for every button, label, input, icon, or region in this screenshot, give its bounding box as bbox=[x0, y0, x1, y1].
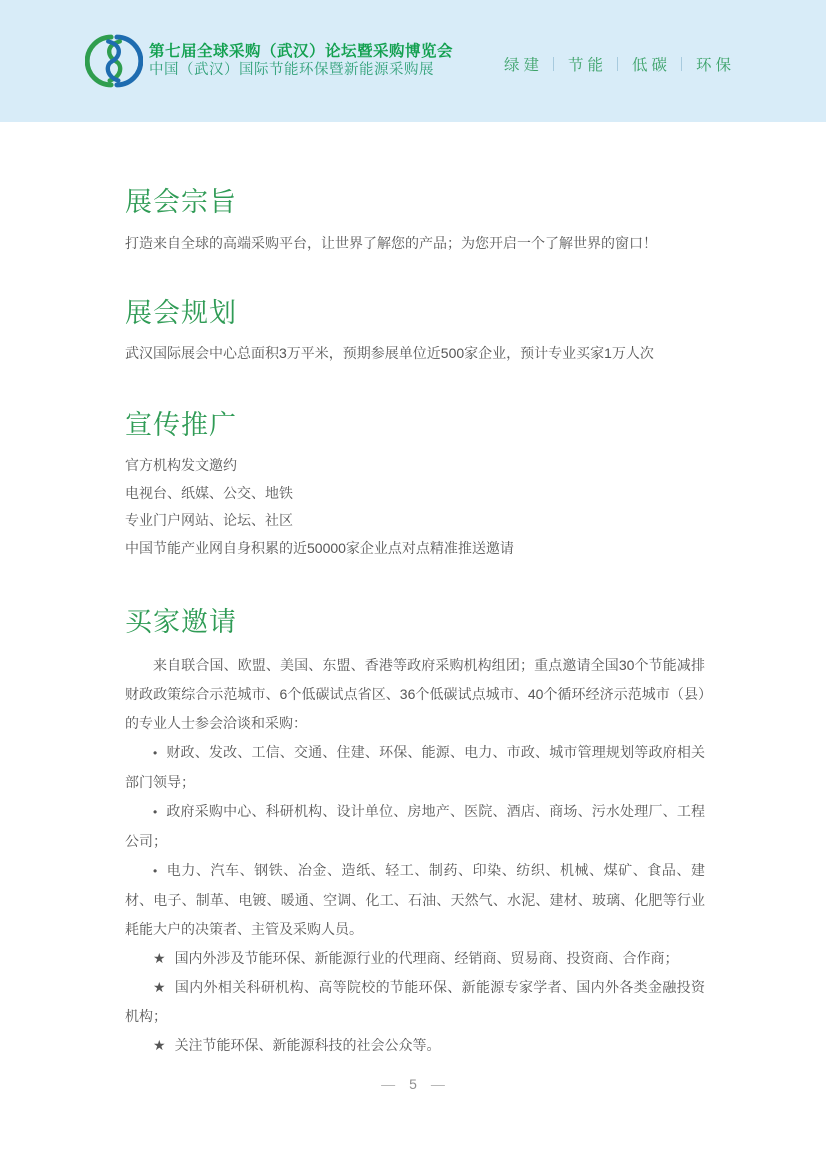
star-bullet-icon: ★ bbox=[153, 978, 166, 995]
buyers-dot-item bbox=[125, 856, 705, 944]
expo-title-line1: 第七届全球采购（武汉）论坛暨采购博览会 bbox=[149, 43, 454, 60]
buyers-star-item-text: 国内外相关科研机构、高等院校的节能环保、新能源专家学者、国内外各类金融投资机构； bbox=[125, 978, 705, 1024]
buyers-star-item-text: 国内外涉及节能环保、新能源行业的代理商、经销商、贸易商、投资商、合作商； bbox=[174, 949, 679, 966]
promotion-line: 官方机构发文邀约 bbox=[125, 457, 237, 473]
purpose-body: 打造来自全球的高端采购平台，让世界了解您的产品；为您开启一个了解世界的窗口！ bbox=[125, 235, 657, 251]
section-expo-plan bbox=[125, 297, 705, 363]
section-heading-purpose: 展会宗旨 bbox=[125, 187, 237, 217]
nav-separator bbox=[553, 57, 554, 71]
section-expo-purpose bbox=[125, 122, 705, 253]
buyers-dot-item bbox=[125, 797, 705, 856]
expo-title-line2: 中国（武汉）国际节能环保暨新能源采购展 bbox=[149, 62, 434, 78]
promotion-line: 电视台、纸媒、公交、地铁 bbox=[125, 484, 293, 501]
nav-item-environmental: 环保 bbox=[695, 57, 735, 74]
page-content bbox=[125, 122, 705, 1060]
nav-item-energy-saving: 节能 bbox=[567, 57, 607, 74]
header-keyword-nav bbox=[504, 53, 735, 75]
footer-left-dash: — bbox=[381, 1076, 396, 1092]
page-header bbox=[0, 0, 826, 122]
plan-body: 武汉国际展会中心总面积3万平米，预期参展单位近500家企业，预计专业买家1万人次 bbox=[125, 345, 654, 361]
promotion-line: 专业门户网站、论坛、社区 bbox=[125, 512, 293, 528]
buyers-star-item bbox=[125, 973, 705, 1031]
star-bullet-icon: ★ bbox=[153, 1036, 166, 1053]
section-heading-plan: 展会规划 bbox=[125, 298, 237, 328]
buyers-star-item bbox=[125, 1031, 705, 1060]
expo-swirl-logo-icon bbox=[85, 32, 143, 90]
promotion-line: 中国节能产业网自身积累的近50000家企业点对点精准推送邀请 bbox=[125, 539, 514, 556]
page-number: 5 bbox=[409, 1076, 417, 1092]
buyers-dot-item bbox=[125, 738, 705, 797]
nav-separator bbox=[681, 57, 682, 71]
buyers-star-item-text: 关注节能环保、新能源科技的社会公众等。 bbox=[174, 1036, 441, 1053]
section-heading-buyers: 买家邀请 bbox=[125, 606, 237, 637]
section-promotion bbox=[125, 409, 705, 556]
star-bullet-icon: ★ bbox=[153, 949, 166, 966]
brand-text bbox=[149, 42, 453, 80]
page-footer bbox=[0, 1076, 826, 1092]
dot-bullet-icon: • bbox=[153, 804, 158, 819]
nav-item-green-building: 绿建 bbox=[503, 57, 543, 74]
footer-right-dash: — bbox=[430, 1076, 445, 1092]
buyers-dot-item-text: 政府采购中心、科研机构、设计单位、房地产、医院、酒店、商场、污水处理厂、工程公司； bbox=[125, 802, 705, 849]
section-heading-promotion: 宣传推广 bbox=[125, 410, 237, 440]
nav-item-low-carbon: 低碳 bbox=[631, 57, 671, 74]
buyers-dot-item-text: 财政、发改、工信、交通、住建、环保、能源、电力、市政、城市管理规划等政府相关部门领导； bbox=[125, 743, 705, 790]
dot-bullet-icon: • bbox=[153, 745, 158, 760]
buyers-dot-item-text: 电力、汽车、钢铁、冶金、造纸、轻工、制药、印染、纺织、机械、煤矿、食品、建材、电子、制革、电镀、暖通、空调、化工、石油、天然气、水泥、建材、玻璃、化肥等行业耗能大户的决策者、主管及采购人员。 bbox=[125, 861, 705, 937]
dot-bullet-icon: • bbox=[153, 863, 158, 878]
brand-block bbox=[85, 32, 453, 90]
nav-separator bbox=[617, 57, 618, 71]
buyers-intro-paragraph: 来自联合国、欧盟、美国、东盟、香港等政府采购机构组团；重点邀请全国30个节能减排财政政策综合示范城市、6个低碳试点省区、36个低碳试点城市、40个循环经济示范城市（县）的专业人士参会洽谈和采购： bbox=[125, 656, 705, 731]
section-buyer-invitation bbox=[125, 606, 705, 1060]
buyers-star-item bbox=[125, 944, 705, 973]
